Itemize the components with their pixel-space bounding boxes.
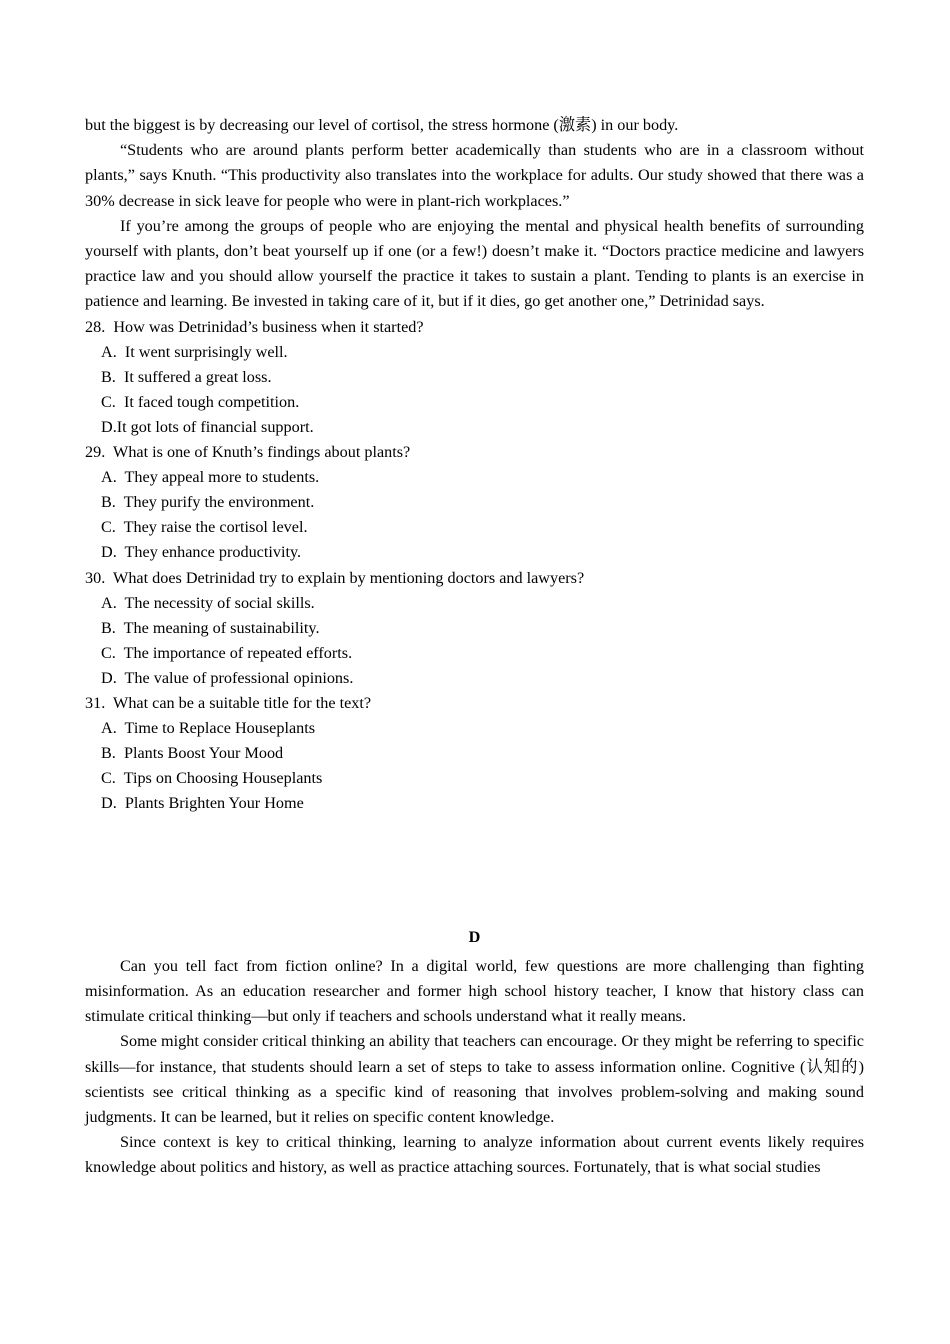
page-content (85, 113, 864, 1181)
section-heading-d: D (468, 927, 481, 946)
question-28-option-c[interactable]: C. It faced tough competition. (101, 392, 300, 411)
passage-paragraph-knuth-quote: “Students who are around plants perform better academically than students who are in a classroom without plants,” says Knuth. “This productivity also translates into the workplace for adults. Our study showed that there was a 30% decrease in sick leave for people who were in plant-rich workplaces.” (85, 141, 864, 210)
question-31-option-c[interactable]: C. Tips on Choosing Houseplants (101, 769, 323, 788)
question-prompt-31: 31. What can be a suitable title for the text? (85, 694, 372, 713)
section-d-paragraph-1: Can you tell fact from fiction online? In a digital world, few questions are more challenging than fighting misinformation. As an education researcher and former high school history teacher, I know that history class can stimulate critical thinking—but only if teachers and schools understand what it really means. (85, 956, 864, 1026)
question-28-option-d[interactable]: D.It got lots of financial support. (101, 418, 314, 436)
question-30-option-c[interactable]: C. The importance of repeated efforts. (101, 643, 353, 662)
question-30-option-a[interactable]: A. The necessity of social skills. (101, 593, 315, 612)
question-29-option-a[interactable]: A. They appeal more to students. (101, 468, 320, 487)
question-29-option-c[interactable]: C. They raise the cortisol level. (101, 518, 308, 537)
question-29-option-d[interactable]: D. They enhance productivity. (101, 543, 302, 562)
question-prompt-29: 29. What is one of Knuth’s findings about plants? (85, 443, 411, 462)
question-prompt-28: 28. How was Detrinidad’s business when it started? (85, 317, 424, 336)
section-d-paragraph-3: Since context is key to critical thinking, learning to analyze information about current events likely requires knowledge about politics and history, as well as practice attaching sources. Fortunately, that is what social studies (85, 1133, 864, 1177)
question-31-option-d[interactable]: D. Plants Brighten Your Home (101, 794, 304, 813)
question-block-30 (85, 566, 864, 691)
passage-paragraph-detrinidad-quote: If you’re among the groups of people who are enjoying the mental and physical health benefits of surrounding yourself with plants, don’t beat yourself up if one (or a few!) doesn’t make it. “Doctors practice medicine and lawyers practice law and you should allow yourself the practice it takes to sustain a plant. Tending to plants is an exercise in patience and learning. Be invested in taking care of it, but if it dies, go get another one,” Detrinidad says. (85, 216, 864, 311)
passage-paragraph-continuation: but the biggest is by decreasing our level of cortisol, the stress hormone (激素) in our body. (85, 116, 679, 134)
question-31-option-a[interactable]: A. Time to Replace Houseplants (101, 719, 316, 738)
question-block-28 (85, 315, 864, 440)
question-29-option-b[interactable]: B. They purify the environment. (101, 493, 315, 512)
question-prompt-30: 30. What does Detrinidad try to explain by mentioning doctors and lawyers? (85, 568, 585, 587)
question-block-31 (85, 691, 864, 816)
section-d-paragraph-2: Some might consider critical thinking an ability that teachers can encourage. Or they might be referring to specific skills—for instance, that students should learn a set of steps to take to assess information online. Cognitive (认知的) scientists see critical thinking as a specific kind of reasoning that involves problem-solving and making sound judgments. It can be learned, but it relies on specific content knowledge. (85, 1032, 864, 1126)
question-31-option-b[interactable]: B. Plants Boost Your Mood (101, 744, 284, 763)
question-block-29 (85, 440, 864, 565)
question-30-option-b[interactable]: B. The meaning of sustainability. (101, 618, 320, 637)
question-30-option-d[interactable]: D. The value of professional opinions. (101, 668, 354, 687)
question-28-option-a[interactable]: A. It went surprisingly well. (101, 342, 288, 361)
question-28-option-b[interactable]: B. It suffered a great loss. (101, 367, 272, 386)
section-spacer (85, 817, 864, 925)
